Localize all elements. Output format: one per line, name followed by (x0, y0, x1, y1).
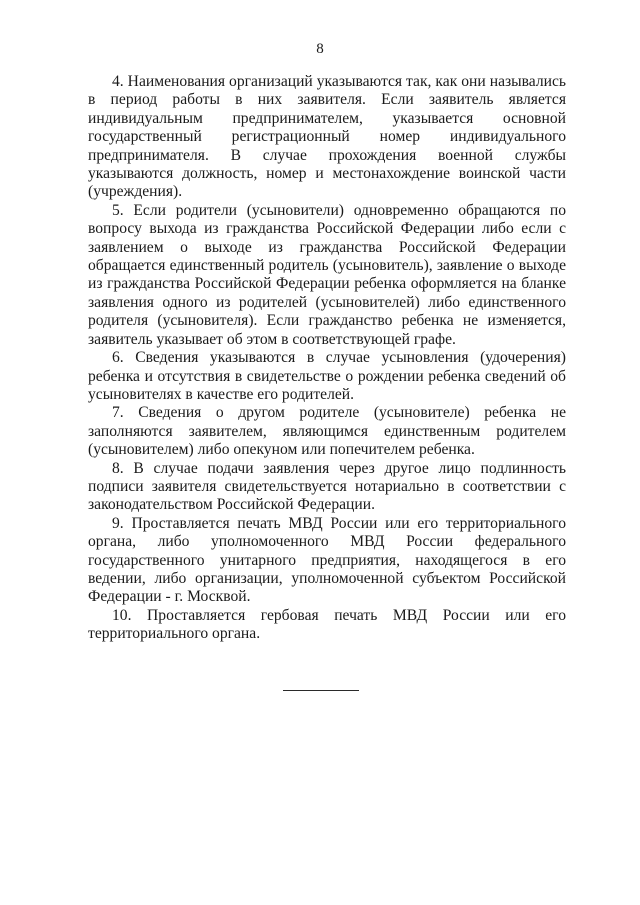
document-body (88, 73, 566, 644)
paragraph-7: 7. Сведения о другом родителе (усыновителе) ребенка не заполняются заявителем, являющимся единственным родителем (усыновителем) либо опекуном или попечителем ребенка. (88, 404, 566, 459)
paragraph-10: 10. Проставляется гербовая печать МВД России или его территориального органа. (88, 606, 566, 643)
paragraph-5: 5. Если родители (усыновители) одновременно обращаются по вопросу выхода из гражданства Российской Федерации либо если с заявлением о выходе из гражданства Российской Федерации обращается единственный родитель (усыновитель), заявление о выходе из гражданства Российской Федерации ребенка оформляется на бланке заявления одного из родителей (усыновителей) либо единственного родителя (усыновителя). Если гражданство ребенка не изменяется, заявитель указывает об этом в соответствующей графе. (88, 201, 566, 348)
paragraph-4: 4. Наименования организаций указываются так, как они назывались в период работы в них заявителя. Если заявитель является индивидуальным предпринимателем, указывается основной государственный регистрационный номер индивидуального предпринимателя. В случае прохождения военной службы указываются должность, номер и местонахождение воинской части (учреждения). (88, 73, 566, 201)
paragraph-6: 6. Сведения указываются в случае усыновления (удочерения) ребенка и отсутствия в свидетельстве о рождении ребенка сведений об усыновителях в качестве его родителей. (88, 349, 566, 403)
paragraph-9: 9. Проставляется печать МВД России или его территориального органа, либо уполномоченного МВД России федерального государственного унитарного предприятия, находящегося в его ведении, либо организации, уполномоченной субъектом Российской Федерации - г. Москвой. (88, 514, 566, 606)
end-of-text-rule (283, 690, 359, 691)
paragraph-8: 8. В случае подачи заявления через другое лицо подлинность подписи заявителя свидетельствуется нотариально в соответствии с законодательством Российской Федерации. (88, 459, 566, 514)
page-number: 8 (316, 41, 324, 57)
